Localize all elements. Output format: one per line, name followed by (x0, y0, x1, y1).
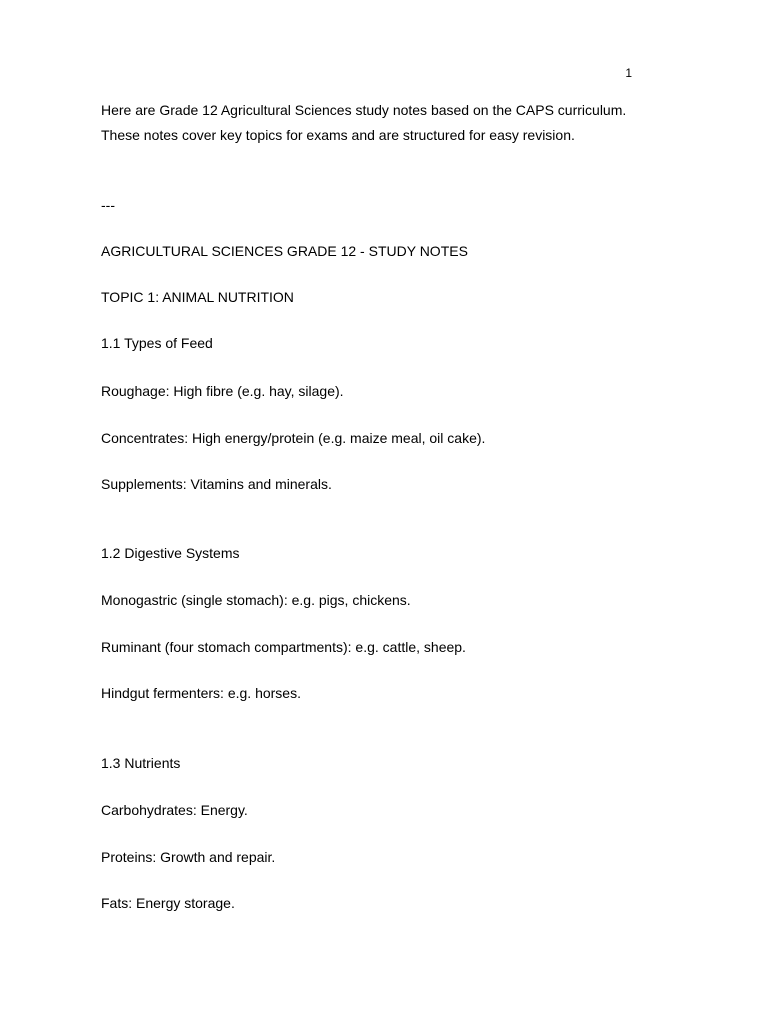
separator: --- (101, 197, 115, 213)
list-item: Hindgut fermenters: e.g. horses. (101, 685, 301, 701)
list-item: Monogastric (single stomach): e.g. pigs, chickens. (101, 592, 411, 608)
list-item: Roughage: High fibre (e.g. hay, silage). (101, 383, 344, 399)
section-heading: 1.2 Digestive Systems (101, 545, 240, 561)
section-heading: 1.3 Nutrients (101, 755, 181, 771)
document-title: AGRICULTURAL SCIENCES GRADE 12 - STUDY NOTES (101, 243, 468, 259)
list-item: Ruminant (four stomach compartments): e.g. cattle, sheep. (101, 639, 466, 655)
list-item: Carbohydrates: Energy. (101, 802, 248, 818)
intro-line-1: Here are Grade 12 Agricultural Sciences study notes based on the CAPS curriculum. (101, 102, 627, 118)
intro-line-2: These notes cover key topics for exams and are structured for easy revision. (101, 127, 575, 143)
list-item: Concentrates: High energy/protein (e.g. maize meal, oil cake). (101, 430, 486, 446)
section-heading: 1.1 Types of Feed (101, 335, 213, 351)
list-item: Fats: Energy storage. (101, 895, 235, 911)
topic-title: TOPIC 1: ANIMAL NUTRITION (101, 289, 294, 305)
list-item: Supplements: Vitamins and minerals. (101, 476, 332, 492)
page-number: 1 (625, 66, 632, 80)
list-item: Proteins: Growth and repair. (101, 849, 276, 865)
